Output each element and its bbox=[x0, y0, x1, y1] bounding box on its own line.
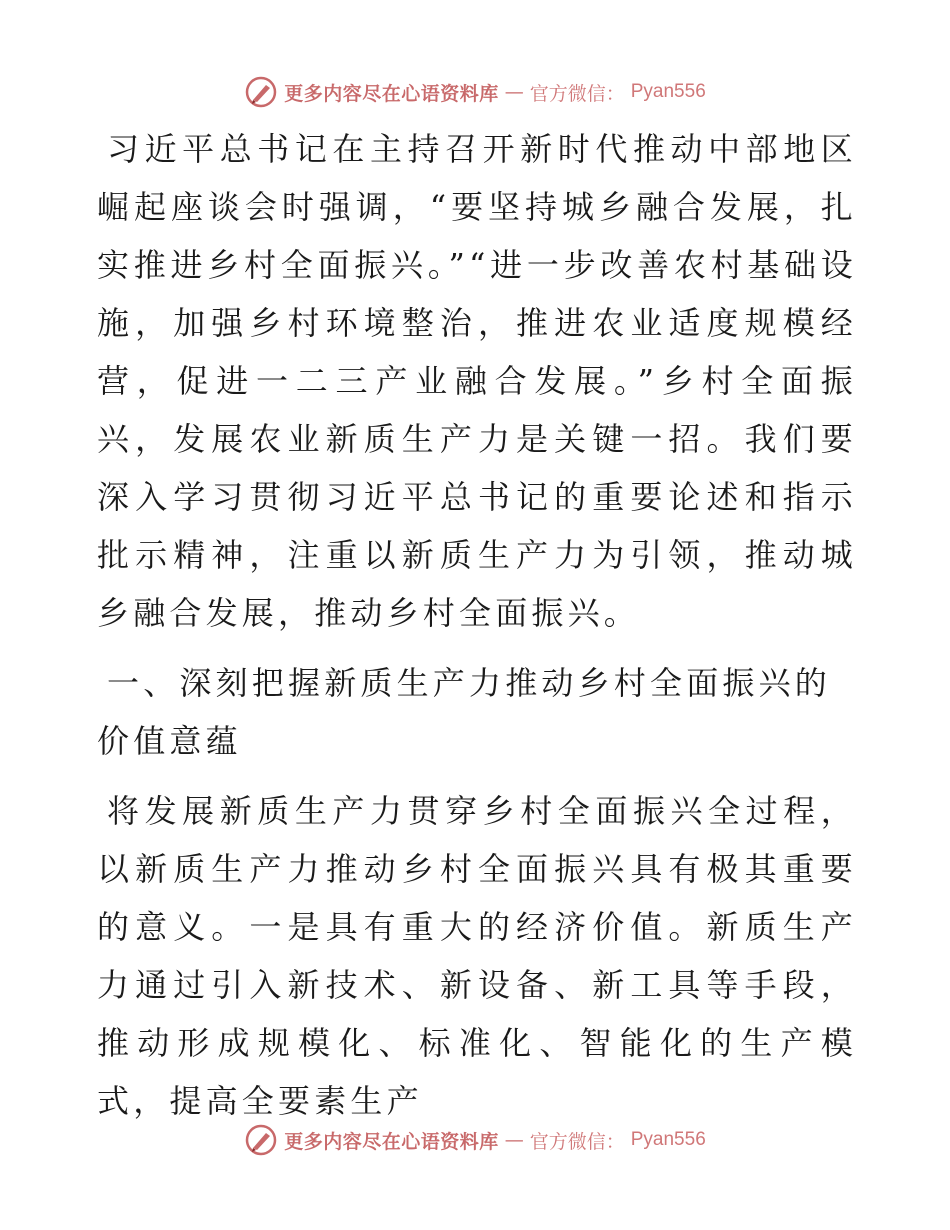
pen-logo-icon bbox=[244, 1123, 278, 1157]
document-body bbox=[97, 120, 857, 1130]
section-heading-1: 一、深刻把握新质生产力推动乡村全面振兴的价值意蕴 bbox=[97, 664, 832, 760]
banner-dash: — bbox=[504, 81, 524, 103]
banner-brand-text: 更多内容尽在心语资料库 bbox=[284, 1130, 499, 1153]
pen-logo-icon bbox=[244, 75, 278, 109]
body-paragraph-1: 习近平总书记在主持召开新时代推动中部地区崛起座谈会时强调，“要坚持城乡融合发展，扎实推进乡村全面振兴。”“进一步改善农村基础设施，加强乡村环境整治，推进农业适度规模经营，促进一二三产业融合发展。”乡村全面振兴，发展农业新质生产力是关键一招。我们要深入学习贯彻习近平总书记的重要论述和指示批示精神，注重以新质生产力为引领，推动城乡融合发展，推动乡村全面振兴。 bbox=[97, 130, 857, 632]
header-watermark-banner bbox=[0, 72, 950, 112]
banner-brand-text: 更多内容尽在心语资料库 bbox=[284, 82, 499, 105]
body-paragraph-2: 将发展新质生产力贯穿乡村全面振兴全过程，以新质生产力推动乡村全面振兴具有极其重要的意义。一是具有重大的经济价值。新质生产力通过引入新技术、新设备、新工具等手段，推动形成规模化、标准化、智能化的生产模式，提高全要素生产 bbox=[97, 792, 857, 1120]
banner-dash: — bbox=[504, 1129, 524, 1151]
banner-wechat-label: 官方微信： bbox=[529, 1130, 625, 1153]
banner-account: Pyan556 bbox=[630, 81, 706, 102]
banner-account: Pyan556 bbox=[630, 1129, 706, 1150]
banner-wechat-label: 官方微信： bbox=[529, 82, 625, 105]
footer-watermark-banner bbox=[0, 1120, 950, 1160]
